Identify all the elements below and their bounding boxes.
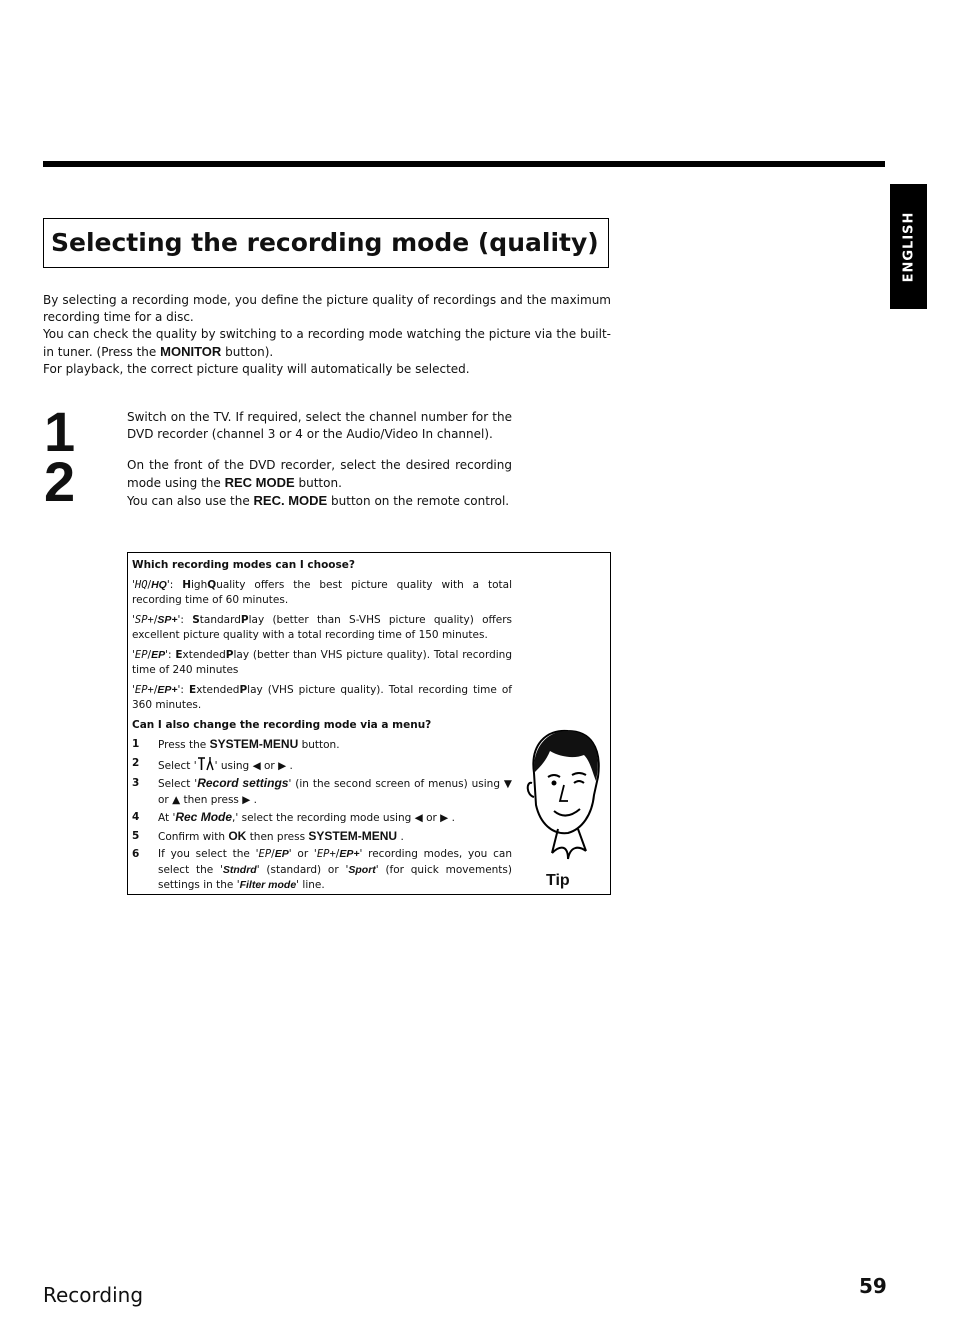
mode-ep-desc: (better than VHS picture quality). Total recording time of 240 minutes <box>132 648 512 676</box>
list-number: 3 <box>132 777 140 789</box>
mode-ep-h2: P <box>225 648 234 661</box>
settings-tools-icon <box>197 756 215 771</box>
tip-box <box>127 552 611 895</box>
mode-name: EP <box>274 848 289 860</box>
step-1-paragraph: Switch on the TV. If required, select the channel number for the DVD recorder (channel 3 or 4 or the Audio/Video In channel). <box>127 410 512 441</box>
remote-rec-mode-key: REC. MODE <box>253 493 328 508</box>
list-number: 5 <box>132 829 140 842</box>
page-title: Selecting the recording mode (quality) <box>51 228 599 257</box>
mode-ep: 'EP/EP': ExtendedPlay (better than VHS picture quality). Total recording time of 240 minutes <box>132 648 512 676</box>
header-rule <box>43 161 885 167</box>
system-menu-key: SYSTEM-MENU <box>308 828 398 843</box>
mode-hq-name: HQ <box>151 578 167 591</box>
mode-hq-r2: uality <box>216 578 246 591</box>
arrow-right-icon: ▶ <box>278 759 287 772</box>
mode-hq: 'HQ/HQ': HighQuality offers the best picture quality with a total recording time of 60 minutes. <box>132 578 513 606</box>
item-text: then press <box>183 793 239 806</box>
page-number: 59 <box>859 1274 887 1298</box>
item-text: Select ' <box>158 778 198 790</box>
mode-sp-plus: 'SP+/SP+': StandardPlay (better than S-VHS picture quality) offers excellent picture quality with a total recording time of 150 minutes. <box>132 613 512 641</box>
step-2-text <box>127 457 512 510</box>
intro-paragraph-3: For playback, the correct picture quality will automatically be selected. <box>43 362 470 376</box>
step-number-1: 1 <box>44 400 76 463</box>
system-menu-key: SYSTEM-MENU <box>209 737 299 751</box>
lcd-ep-plus: EP+ <box>316 848 336 860</box>
list-number: 4 <box>132 811 140 823</box>
record-settings-item: Record settings <box>197 776 289 790</box>
mode-sp-h1: S <box>192 613 200 626</box>
tip-label: Tip <box>546 872 570 889</box>
item-text: . <box>289 759 293 772</box>
step-number-2: 2 <box>44 450 76 513</box>
list-number: 6 <box>132 848 140 860</box>
item-text: ' (for quick movements) settings in the ' <box>158 863 512 891</box>
item-text: Confirm with <box>158 830 225 843</box>
step-1-text <box>127 409 512 443</box>
menu-steps-list <box>132 737 512 894</box>
intro-p2-end: button). <box>225 345 274 359</box>
lcd-ep-plus: EP+ <box>134 683 154 696</box>
list-item: 6 If you select the 'EP/EP' or 'EP+/EP+' recording modes, you can select the 'Stndrd' (standard) or 'Sport' (for quick movements) settings in the 'Filter mode' line. <box>132 848 512 891</box>
mode-epp-h2: P <box>239 683 248 696</box>
arrow-right-icon: ▶ <box>440 812 449 824</box>
list-item <box>132 737 512 754</box>
mode-ep-name: EP <box>151 648 166 661</box>
step-2-paragraph-2 <box>127 492 512 510</box>
mode-sp-desc: (better than S-VHS picture quality) offers excellent picture quality with a total recording time of 150 minutes. <box>132 613 512 641</box>
mode-epp-desc: (VHS picture quality). Total recording time of 360 minutes. <box>132 683 512 711</box>
mode-epp-r1: xtended <box>196 683 240 696</box>
lcd-ep: EP <box>258 848 272 860</box>
tip-content <box>132 558 512 896</box>
item-text: Press the <box>158 739 207 751</box>
title-box <box>43 218 609 268</box>
item-text: or <box>158 793 169 806</box>
arrow-down-icon: ▼ <box>503 778 512 790</box>
arrow-left-icon: ◀ <box>252 759 261 772</box>
section-name: Recording <box>43 1283 144 1307</box>
item-text: or <box>263 759 275 772</box>
mode-sp-r1: tandard <box>199 613 241 626</box>
mode-sp-h2: P <box>240 613 249 626</box>
arrow-right-icon: ▶ <box>242 793 251 806</box>
list-item <box>132 756 512 775</box>
item-text: . <box>400 830 404 843</box>
item-text: Select ' <box>158 759 197 772</box>
language-tab-label: ENGLISH <box>901 211 916 282</box>
mode-name: EP+ <box>339 848 360 860</box>
step-2-text-a: On the front of the DVD recorder, select the desired recording mode using the <box>127 458 512 490</box>
item-text: then press <box>249 830 306 843</box>
mode-hq-h1: H <box>182 578 191 591</box>
mode-ep-plus-name: EP+ <box>157 683 178 696</box>
item-text: ' (in the second screen of menus) using <box>288 778 500 790</box>
step-2-text-b: button. <box>298 476 342 490</box>
step-2-text-d: button on the remote control. <box>331 494 510 508</box>
item-text: ' recording modes, you can select the ' <box>158 848 512 876</box>
step-2-text-c: You can also use the <box>127 494 250 508</box>
list-item <box>132 829 512 846</box>
item-text: ' line. <box>296 879 325 891</box>
tip-question-2: Can I also change the recording mode via a menu? <box>132 718 432 731</box>
step-2-paragraph-1 <box>127 457 512 492</box>
list-number: 1 <box>132 738 140 750</box>
mode-ep-h1: E <box>175 648 183 661</box>
mode-ep-r2: lay <box>233 648 250 661</box>
mode-epp-r2: lay <box>247 683 263 696</box>
list-number: 2 <box>132 756 140 769</box>
item-text: At ' <box>158 812 176 824</box>
mode-sp-plus-name: SP+ <box>157 613 178 626</box>
item-text: ,' select the recording mode using <box>232 812 412 824</box>
mode-hq-desc: offers the best picture quality with a total recording time of 60 minutes. <box>132 578 513 606</box>
setting-sport: Sport <box>348 863 376 876</box>
language-tab <box>890 184 927 309</box>
mode-ep-plus: 'EP+/EP+': ExtendedPlay (VHS picture quality). Total recording time of 360 minutes. <box>132 683 512 711</box>
mode-epp-h1: E <box>189 683 197 696</box>
item-text: . <box>253 793 258 806</box>
mode-hq-h2: Q <box>207 578 217 591</box>
intro-text <box>43 292 611 378</box>
lcd-ep: EP <box>134 648 148 661</box>
item-text: or <box>426 812 437 824</box>
item-text: If you select the ' <box>158 848 259 860</box>
ok-key: OK <box>228 828 247 843</box>
arrow-up-icon: ▲ <box>172 793 181 806</box>
tip-mascot-face-icon <box>524 725 608 865</box>
setting-stndrd: Stndrd <box>222 863 257 876</box>
lcd-hq: HQ <box>134 578 148 591</box>
item-text: ' using <box>214 759 250 772</box>
item-text: . <box>451 812 455 824</box>
setting-filter-mode: Filter mode <box>239 879 297 891</box>
intro-paragraph-2 <box>43 326 611 361</box>
tip-question-1: Which recording modes can I choose? <box>132 559 355 571</box>
mode-ep-r1: xtended <box>182 648 226 661</box>
mode-sp-r2: lay <box>248 613 265 626</box>
lcd-sp-plus: SP+ <box>134 613 154 626</box>
item-text: button. <box>301 739 340 751</box>
item-text: ' (standard) or ' <box>256 863 349 876</box>
monitor-key: MONITOR <box>160 344 222 359</box>
mode-hq-r1: igh <box>191 578 208 591</box>
rec-mode-key: REC MODE <box>224 475 295 490</box>
list-item <box>132 776 512 808</box>
rec-mode-item: Rec Mode <box>175 810 233 824</box>
list-item <box>132 810 512 827</box>
intro-p2-text: You can check the quality by switching to a recording mode watching the picture via the built-in tuner. (Press the <box>43 327 611 359</box>
arrow-left-icon: ◀ <box>414 812 423 824</box>
intro-paragraph-1: By selecting a recording mode, you define the picture quality of recordings and the maximum recording time for a disc. <box>43 293 611 324</box>
item-text: ' or ' <box>288 848 317 860</box>
